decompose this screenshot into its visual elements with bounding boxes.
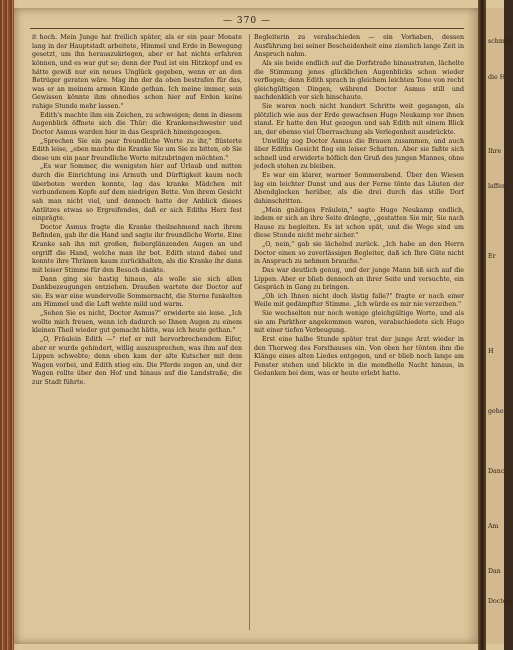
adjacent-page-fragment: Dan	[488, 568, 501, 575]
adjacent-page-fragment: H	[488, 348, 494, 355]
paragraph: „Sehen Sie es nicht, Doctor Asmus?" erwiderte sie leise. „Ich wollte mich freuen, wenn ich dadurch so Ihnen Augen zu einem kleinen Theil wieder gut gemacht hätte, was ich heute gethan."	[32, 310, 242, 335]
adjacent-page-fragment: Am	[488, 523, 499, 530]
paragraph: „O, nein," gab sie lächelnd zurück. „Ich habe an den Herrn Doctor einen so zuverlässigen Begleiter, daß ich Ihre Güte nicht in Anspruch zu nehmen brauche."	[254, 241, 464, 266]
book-gutter	[478, 0, 486, 650]
paragraph: Sie wechselten nur noch wenige gleichgültige Worte, und als sie am Parkthor angekommen waren, verabschiedete sich Hugo mit einer tiefen Verbeugung.	[254, 310, 464, 335]
paragraph: Dann ging sie hastig hinaus, als wolle sie sich allen Dankbezeugungen entziehen. Draußen wartete der Doctor auf sie. Es war eine wundervolle Sommernacht, die Sterne funkelten am Himmel und die Luft wehte mild und warm.	[32, 275, 242, 309]
header-rule	[30, 28, 464, 29]
paragraph: Sie waren noch nicht hundert Schritte weit gegangen, als plötzlich wie aus der Erde gewachsen Hugo Neukamp vor ihnen stand. Er hatte den Hut gezogen und sah Edith mit einem Blick an, der ebenso viel Überraschung als Verlegenheit ausdrückte.	[254, 103, 464, 136]
paragraph: „O, Fräulein Edith —" rief er mit hervorbrechendem Eifer, aber er wurde gehindert, willig auszusprechen, was ihm auf den Lippen schwebte; denn eben kam der alte Kutscher mit dem Wagen vorbei, und Edith stieg ein. Die Pferde zogen an, und der Wagen rollte über den Hof und hinaus auf die Landstraße, die zur Stadt führte.	[32, 335, 242, 386]
book-page-edges	[0, 0, 14, 650]
page-number: — 370 —	[223, 16, 271, 26]
adjacent-page-fragment: Ihre	[488, 148, 502, 155]
adjacent-page-fragment: Doctor	[488, 598, 510, 605]
book-page	[14, 8, 480, 644]
adjacent-page-fragment: Danc	[488, 468, 505, 475]
adjacent-page-fragment: laffen	[488, 183, 507, 190]
paragraph: Doctor Asmus fragte die Kranke theilnehmend nach ihrem Befinden, gab ihr die Hand und sagte ihr freundliche Worte. Eine Kranke sah ihn mit großen, fieberglänzenden Augen an und ergriff die Hand, welche man ihr bot. Edith stand dabei und konnte ihre Thränen kaum zurückhalten, als die Kranke ihr dann mit leiser Stimme für den Besuch dankte.	[32, 223, 242, 274]
text-column-right	[254, 34, 464, 379]
paragraph: „Sprechen Sie ein paar freundliche Worte zu ihr," flüsterte Edith leise, „eben machte die Kranke Sie um Sie zu bitten, ob Sie diese um ein paar freundliche Worte mitzubringen möchten."	[32, 137, 242, 162]
column-divider	[249, 34, 250, 630]
paragraph: „Mein gnädiges Fräulein," sagte Hugo Neukamp endlich, indem er sich an ihre Seite drängte, „gestatten Sie mir, Sie nach Hause zu begleiten. Es ist schon spät, und die Wege sind um diese Stunde nicht mehr sicher."	[254, 206, 464, 240]
adjacent-page-fragment: die H	[488, 74, 506, 81]
adjacent-page-fragment: schmäh	[488, 38, 513, 45]
paragraph: Es war ein klarer, warmer Sommerabend. Über den Wiesen lag ein leichter Dunst und aus der Ferne tönte das Läuten der Abendglocken herüber, als die drei durch das stille Dorf dahinschritten.	[254, 172, 464, 205]
adjacent-page-fragment: Er	[488, 253, 496, 260]
paragraph: Edith's machte ihm ein Zeichen, zu schweigen; denn in diesem Augenblick öffnete sich die Thür: die Krankenschwester und Doctor Asmus wurden hier in das Gespräch hineingezogen.	[32, 111, 242, 136]
paragraph: „Ob ich Ihnen nicht doch lästig falle?" fragte er nach einer Weile mit gedämpfter Stimme. „Ich würde es mir nie verzeihen."	[254, 292, 464, 309]
paragraph: „Es war Sommer, die wenigsten hier auf Urlaub und mitten durch die Einrichtung ins Armuth und Dürftigkeit kaum noch überboten werden konnte, lag das kranke Mädchen mit verbundenem Kopfe auf dem niedrigen Bette. Von ihrem Gesicht sah man nicht viel, und dennoch hatte der Anblick dieses Antlitzes etwas so Ergreifendes, daß er sich Ediths Herz fest einprägte.	[32, 163, 242, 223]
paragraph: Begleiterin zu verabschieden — ein Vorhaben, dessen Ausführung bei seiner Bescheidenheit eine ziemlich lange Zeit in Anspruch nahm.	[254, 34, 464, 59]
adjacent-page-edge	[486, 8, 513, 644]
text-column-left	[32, 34, 242, 388]
paragraph: Als sie beide endlich auf die Dorfstraße hinaustraten, lächelte die Stimmung jenes glücklichen Augenblicks schon wieder verflogen; denn Edith sprach in gleichem leichten Tone von recht gleichgültigen Dingen, während Doctor Asmus still und nachdenklich vor sich hinschaute.	[254, 59, 464, 102]
paragraph: Erst eine halbe Stunde später trat der junge Arzt wieder in den Thorweg des Forsthauses ein. Von oben her tönten ihm die Klänge eines alten Liedes entgegen, und er blieb noch lange am Fenster stehen und blickte in die mondhelle Nacht hinaus, in Gedanken bei dem, was er heute erlebt hatte.	[254, 335, 464, 378]
adjacent-page-fragment: gehe	[488, 408, 504, 415]
paragraph: Das war deutlich genug, und der junge Mann biß sich auf die Lippen. Aber er blieb dennoch an ihrer Seite und versuchte, ein Gespräch in Gang zu bringen.	[254, 266, 464, 292]
paragraph: it hoch. Mein Junge hat freilich später, als er ein paar Monate lang in der Hauptstadt arbeitete, Himmel und Erde in Bewegung gesetzt, um ihn herauszukriegen, aber er hat nichts erfahren können, und es war gut so; denn der Paul ist ein Hitzkopf und es hätte gewiß nur ein neues Unglück gegeben, wenn er an den Betrüger geraten wäre. Mag ihn der da oben bestrafen für das, was er an meinem armen Kinde gethan. Ich meine immer, sein Gewissen könnte ihm ohnedies schon hier auf Erden keine ruhige Stunde mehr lassen."	[32, 34, 242, 110]
paragraph: Unwillig zog Doctor Asmus die Brauen zusammen, und auch über Ediths Gesicht flog ein leiser Schatten. Aber sie faßte sich schnell und erwiderte höflich den Gruß des jungen Mannes, ohne jedoch stehen zu bleiben.	[254, 137, 464, 171]
